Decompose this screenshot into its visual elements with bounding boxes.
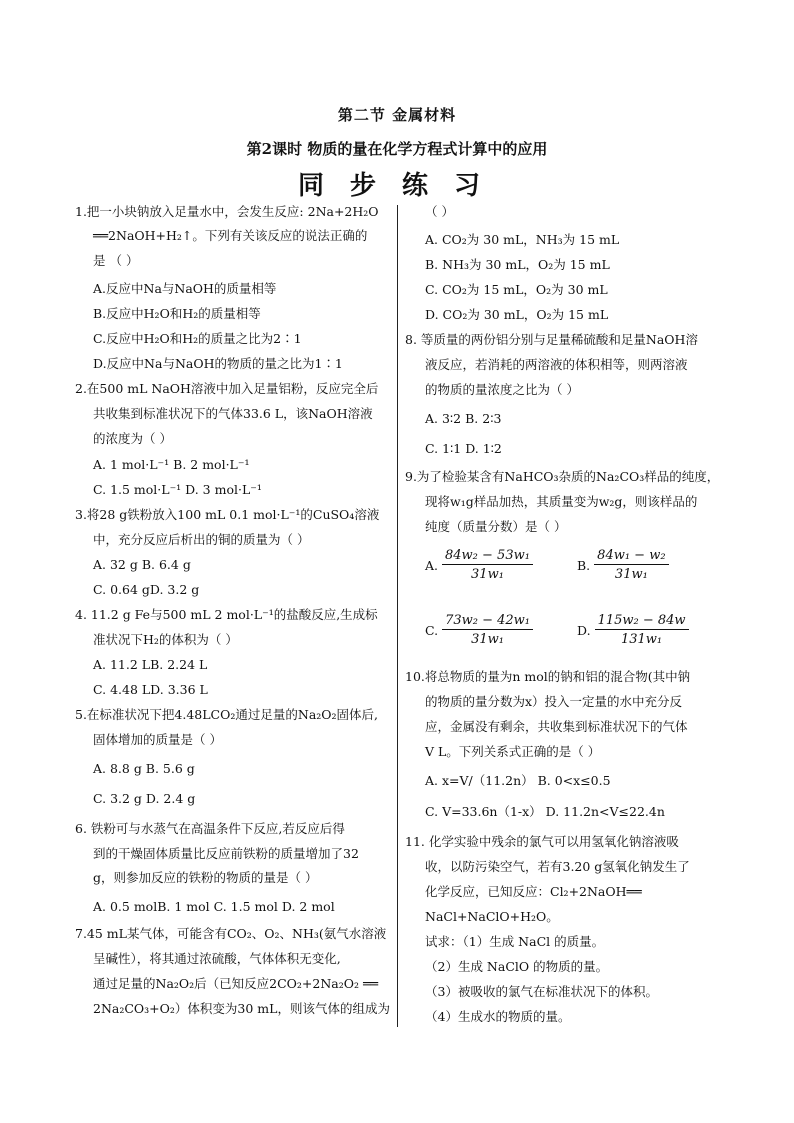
q4-line: 准状况下H₂的体积为（ ） xyxy=(93,632,238,647)
section-title: 第二节 金属材料 xyxy=(337,106,457,124)
option-label: B. xyxy=(577,557,591,573)
q4-line: 4. 11.2 g Fe与500 mL 2 mol·L⁻¹的盐酸反应,生成标 xyxy=(75,607,378,622)
fraction-denominator: 131w₁ xyxy=(620,632,663,647)
q5-line: 5.在标准状况下把4.48LCO₂通过足量的Na₂O₂固体后, xyxy=(75,707,379,722)
q6-line: 到的干燥固体质量比反应前铁粉的质量增加了32 xyxy=(93,846,359,861)
fraction-denominator: 31w₁ xyxy=(614,567,648,582)
fraction-numerator: 73w₂ − 42w₁ xyxy=(442,613,533,630)
option-label: A. xyxy=(425,557,439,573)
q11-line: NaCl+NaClO+H₂O。 xyxy=(425,909,559,924)
q9-option-d xyxy=(577,613,689,647)
q7-option: D. CO₂为 30 mL，O₂为 15 mL xyxy=(425,307,609,322)
q7-line: 呈碱性），将其通过浓硫酸，气体体积无变化, xyxy=(93,951,341,966)
q7-option: B. NH₃为 30 mL，O₂为 15 mL xyxy=(425,257,610,272)
q6-option: A. 0.5 molB. 1 mol C. 1.5 mol D. 2 mol xyxy=(93,899,335,914)
q7-line: 7.45 mL某气体，可能含有CO₂、O₂、NH₃(氨气水溶液 xyxy=(75,926,387,941)
q1-line: 是 （ ） xyxy=(93,253,139,268)
q9-option-b xyxy=(577,548,669,582)
q8-line: 液反应，若消耗的两溶液的体积相等，则两溶液 xyxy=(425,357,688,372)
fraction-numerator: 84w₂ − 53w₁ xyxy=(442,548,533,565)
q2-line: 2.在500 mL NaOH溶液中加入足量铝粉，反应完全后 xyxy=(75,381,379,396)
q10-option: C. V=33.6n（1-x） D. 11.2n<V≤22.4n xyxy=(425,804,665,819)
q7-answer-blank: （ ） xyxy=(425,204,454,219)
q1-option: A.反应中Na与NaOH的质量相等 xyxy=(93,281,277,296)
q7-option: C. CO₂为 15 mL，O₂为 30 mL xyxy=(425,282,608,297)
q5-option: C. 3.2 g D. 2.4 g xyxy=(93,791,196,806)
fraction-numerator: 84w₁ − w₂ xyxy=(594,548,668,565)
q1-option: C.反应中H₂O和H₂的质量之比为2∶1 xyxy=(93,331,302,346)
q6-line: 6. 铁粉可与水蒸气在高温条件下反应,若反应后得 xyxy=(75,821,345,836)
q1-line: 1.把一小块钠放入足量水中，会发生反应: 2Na+2H₂O xyxy=(75,204,379,219)
q4-option: A. 11.2 LB. 2.24 L xyxy=(93,657,208,672)
fraction-numerator: 115w₂ − 84w xyxy=(595,613,689,630)
q8-line: 的物质的量浓度之比为（ ） xyxy=(425,382,579,397)
q2-line: 共收集到标准状况下的气体33.6 L，该NaOH溶液 xyxy=(93,406,373,421)
q10-line: 的物质的量分数为x）投入一定量的水中充分反 xyxy=(425,694,683,709)
q1-line: ══2NaOH+H₂↑。下列有关该反应的说法正确的 xyxy=(93,228,368,243)
q10-line: 应，金属没有剩余，共收集到标准状况下的气体 xyxy=(425,719,688,734)
q9-line: 9.为了检验某含有NaHCO₃杂质的Na₂CO₃样品的纯度， xyxy=(405,469,720,484)
q8-line: 8. 等质量的两份铝分别与足量稀硫酸和足量NaOH溶 xyxy=(405,332,698,347)
q8-option: A. 3∶2 B. 2∶3 xyxy=(425,411,502,426)
q4-option: C. 4.48 LD. 3.36 L xyxy=(93,682,208,697)
q3-option: C. 0.64 gD. 3.2 g xyxy=(93,582,200,597)
fraction-denominator: 31w₁ xyxy=(471,567,504,582)
q9-option-a xyxy=(425,548,533,582)
q3-option: A. 32 g B. 6.4 g xyxy=(93,557,191,572)
q9-option-c xyxy=(425,613,533,647)
q11-line: 收，以防污染空气，若有3.20 g氢氧化钠发生了 xyxy=(425,859,690,874)
q7-line: 通过足量的Na₂O₂后（已知反应2CO₂+2Na₂O₂ ══ xyxy=(93,976,379,991)
q7-option: A. CO₂为 30 mL，NH₃为 15 mL xyxy=(425,232,620,247)
q10-line: V L。下列关系式正确的是（ ） xyxy=(425,744,601,759)
q11-line: 化学反应，已知反应：Cl₂+2NaOH══ xyxy=(425,884,642,899)
option-label: C. xyxy=(425,622,439,638)
q2-option: C. 1.5 mol·L⁻¹ D. 3 mol·L⁻¹ xyxy=(93,482,262,497)
q6-line: g，则参加反应的铁粉的物质的量是（ ） xyxy=(93,870,318,885)
q11-subquestion: （3）被吸收的氯气在标准状况下的体积。 xyxy=(425,984,658,999)
q8-option: C. 1∶1 D. 1∶2 xyxy=(425,441,502,456)
q5-option: A. 8.8 g B. 5.6 g xyxy=(93,761,195,776)
q3-line: 3.将28 g铁粉放入100 mL 0.1 mol·L⁻¹的CuSO₄溶液 xyxy=(75,507,380,522)
q9-line: 纯度（质量分数）是（ ） xyxy=(425,519,567,534)
fraction-denominator: 31w₁ xyxy=(471,632,504,647)
q9-line: 现将w₁g样品加热，其质量变为w₂g，则该样品的 xyxy=(425,494,698,509)
q11-subquestion: （2）生成 NaClO 的物质的量。 xyxy=(425,959,609,974)
q7-line: 2Na₂CO₃+O₂）体积变为30 mL，则该气体的组成为 xyxy=(93,1001,390,1016)
q11-subquestion: 试求：（1）生成 NaCl 的质量。 xyxy=(425,934,605,949)
column-divider xyxy=(397,205,398,1027)
option-label: D. xyxy=(577,622,591,638)
practice-title: 同步练习 xyxy=(297,171,506,201)
q3-line: 中，充分反应后析出的铜的质量为（ ） xyxy=(93,532,310,547)
q2-line: 的浓度为（ ） xyxy=(93,431,172,446)
q11-subquestion: （4）生成水的物质的量。 xyxy=(425,1009,571,1024)
q10-line: 10.将总物质的量为n mol的钠和铝的混合物(其中钠 xyxy=(405,669,691,684)
q10-option: A. x=V/（11.2n） B. 0<x≤0.5 xyxy=(425,773,611,788)
lesson-title: 第2课时 物质的量在化学方程式计算中的应用 xyxy=(246,140,548,158)
q1-option: B.反应中H₂O和H₂的质量相等 xyxy=(93,306,261,321)
q11-line: 11. 化学实验中残余的氯气可以用氢氧化钠溶液吸 xyxy=(405,834,679,849)
q1-option: D.反应中Na与NaOH的物质的量之比为1∶1 xyxy=(93,356,343,371)
q2-option: A. 1 mol·L⁻¹ B. 2 mol·L⁻¹ xyxy=(93,457,250,472)
q5-line: 固体增加的质量是（ ） xyxy=(93,732,222,747)
